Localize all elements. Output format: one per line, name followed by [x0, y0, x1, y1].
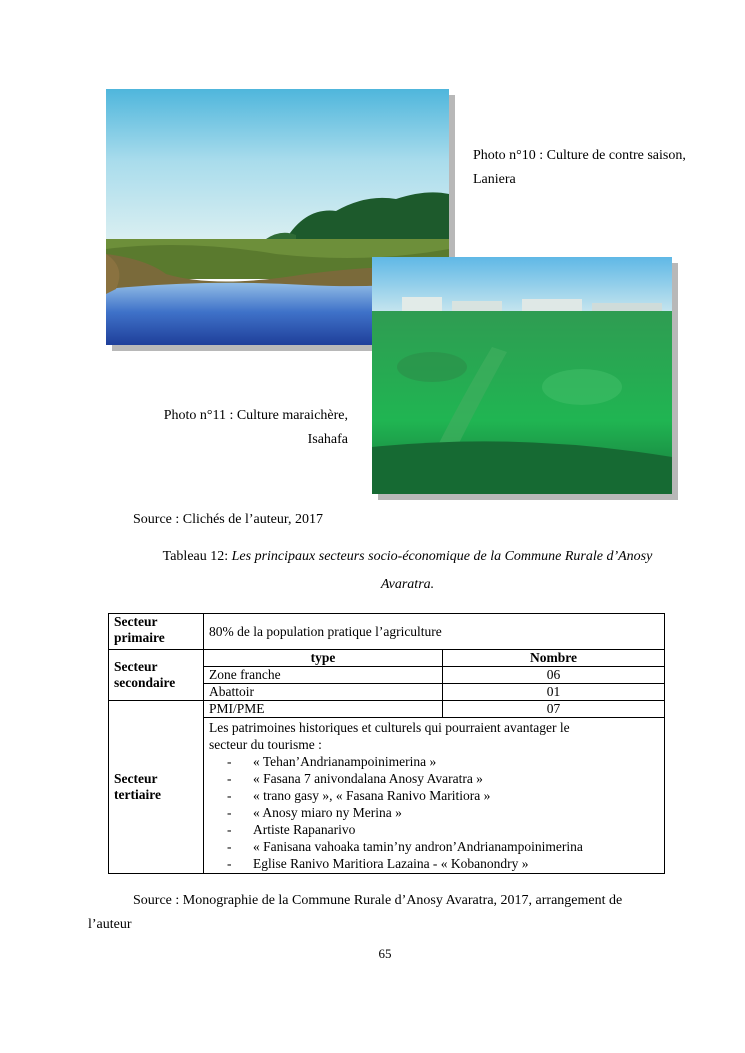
list-dash: - — [227, 839, 232, 854]
list-dash: - — [227, 856, 232, 871]
list-dash: - — [227, 805, 232, 820]
list-dash: - — [227, 754, 232, 769]
photo-11-image — [372, 257, 672, 494]
list-item — [209, 804, 659, 821]
tertiary-sector-label — [109, 701, 204, 874]
table-title — [100, 545, 715, 597]
heritage-list — [209, 753, 659, 872]
list-item-text: « Anosy miaro ny Merina » — [253, 805, 402, 820]
list-item-text: Artiste Rapanarivo — [253, 822, 356, 837]
list-item — [209, 838, 659, 855]
table-row — [109, 701, 665, 718]
secondary-label-line2: secondaire — [114, 675, 176, 690]
table-title-italic-1: Les principaux secteurs socio-économique de la Commune Rurale d’Anosy — [231, 549, 653, 564]
table-row-secondary-header — [109, 650, 665, 667]
table-row-primary — [109, 614, 665, 650]
photo-10-caption-line1: Photo n°10 : Culture de contre saison, — [473, 148, 686, 163]
table-source-line2: l’auteur — [88, 917, 132, 932]
table-title-prefix: Tableau 12: — [162, 549, 232, 564]
row-type: Zone franche — [204, 667, 443, 684]
list-dash: - — [227, 822, 232, 837]
row-type: Abattoir — [204, 684, 443, 701]
list-dash: - — [227, 788, 232, 803]
list-item — [209, 821, 659, 838]
table-source — [88, 889, 688, 937]
table-title-line2 — [100, 573, 715, 597]
list-item — [209, 753, 659, 770]
table-title-italic-2: Avaratra. — [380, 577, 435, 592]
list-dash: - — [227, 771, 232, 786]
list-item-text: « Tehan’Andrianampoinimerina » — [253, 754, 437, 769]
primary-label-line1: Secteur — [114, 614, 158, 629]
column-header-nombre: Nombre — [443, 650, 665, 667]
column-header-type: type — [204, 650, 443, 667]
list-item-text: « Fasana 7 anivondalana Anosy Avaratra » — [253, 771, 483, 786]
tertiary-label-line1: Secteur — [114, 771, 158, 786]
list-item-text: Eglise Ranivo Maritiora Lazaina - « Kobanondry » — [253, 856, 529, 871]
list-item-text: « trano gasy », « Fasana Ranivo Maritiora » — [253, 788, 491, 803]
photo-10-caption-line2: Laniera — [473, 172, 516, 187]
photo-11-caption-line1: Photo n°11 : Culture maraichère, — [163, 408, 348, 423]
photo-11-caption — [100, 404, 348, 452]
row-nombre: 07 — [443, 701, 665, 718]
row-type: PMI/PME — [204, 701, 443, 718]
primary-sector-text: 80% de la population pratique l’agriculture — [204, 614, 665, 650]
heritage-intro-line2: secteur du tourisme : — [209, 737, 322, 752]
page-number: 65 — [378, 946, 392, 961]
list-item — [209, 770, 659, 787]
secondary-sector-label — [109, 650, 204, 701]
list-item-text: « Fanisana vahoaka tamin’ny andron’Andrianampoinimerina — [253, 839, 583, 854]
primary-sector-label — [109, 614, 204, 650]
table-title-line1 — [100, 545, 715, 569]
primary-label-line2: primaire — [114, 630, 165, 645]
list-item — [209, 787, 659, 804]
row-nombre: 06 — [443, 667, 665, 684]
photo-vegetable-field-icon — [372, 257, 672, 494]
table-source-line1: Source : Monographie de la Commune Rurale d’Anosy Avaratra, 2017, arrangement de — [133, 893, 623, 908]
photo-source: Source : Clichés de l’auteur, 2017 — [133, 512, 323, 527]
secondary-label-line1: Secteur — [114, 659, 158, 674]
photo-11-caption-line2: Isahafa — [307, 432, 348, 447]
sectors-table — [108, 613, 665, 874]
photo-10-caption — [473, 144, 733, 192]
heritage-intro-line1: Les patrimoines historiques et culturels qui pourraient avantager le — [209, 720, 570, 735]
row-nombre: 01 — [443, 684, 665, 701]
list-item — [209, 855, 659, 872]
tertiary-label-line2: tertiaire — [114, 787, 161, 802]
heritage-cell — [204, 718, 665, 874]
